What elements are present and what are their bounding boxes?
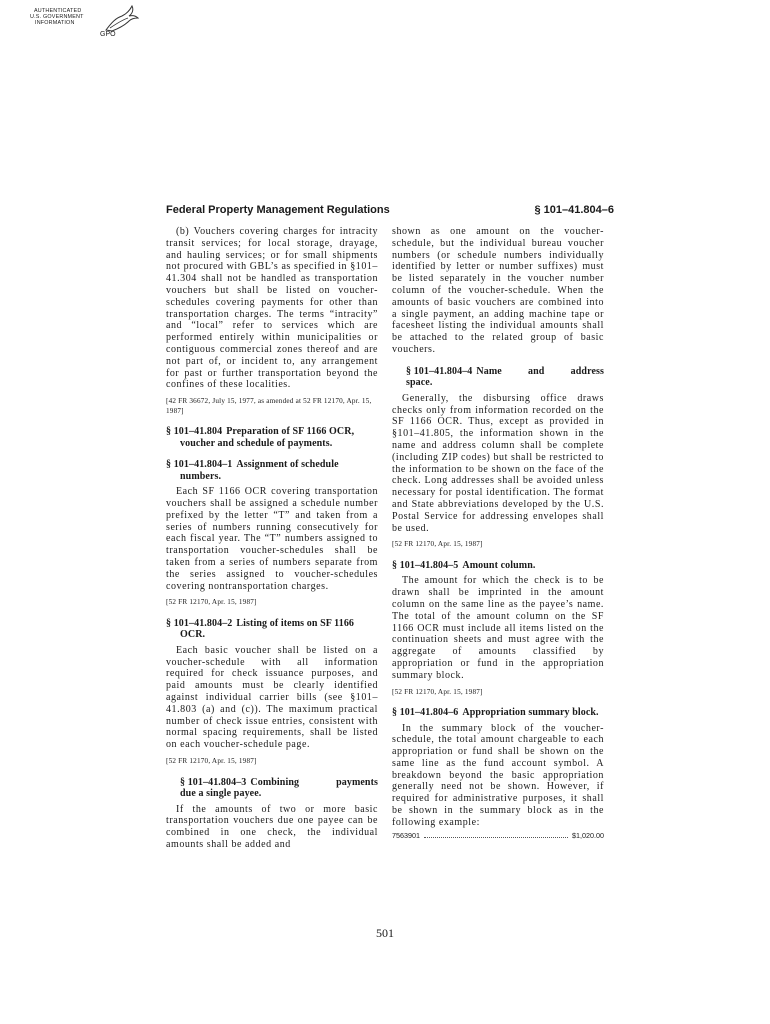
section-title: Preparation of SF 1166 OCR, voucher and schedule of payments. xyxy=(180,426,355,449)
section-804-5-text: The amount for which the check is to be drawn shall be imprinted in the amount column on the same line as the payee’s name. The total of the amount column on the SF 1166 OCR must include all items listed on the continuation sheets and must agree with the aggregate of amounts classified by appropriation or fund in the appropriation summary block. xyxy=(392,575,604,681)
section-heading-804-4 xyxy=(392,366,604,389)
logo-line-government: U.S. GOVERNMENT xyxy=(30,14,84,20)
section-heading-804-3 xyxy=(166,777,378,800)
section-heading-804-5 xyxy=(392,560,604,572)
page-number: 501 xyxy=(376,926,394,940)
intro-paragraph: (b) Vouchers covering charges for intracity transit services; for local storage, drayage, and hauling services; or for small shipments not procured with GBL’s as specified in §101–41.304 shall not be handled as transportation vouchers but shall be listed on voucher-schedules covering payments for other than transportation charges. The terms “intracity” and “local” refer to services which are performed entirely within municipalities or contiguous commercial zones thereof and are not part of, or incident to, any arrangement for past or further transportation beyond the confines of these localities. xyxy=(166,226,378,391)
section-number: § 101–41.804–5 xyxy=(392,559,459,571)
section-heading-804 xyxy=(166,426,378,449)
gpo-authentication-logo xyxy=(30,4,142,48)
section-804-4-text: Generally, the disbursing office draws checks only from information recorded on the SF 1166 OCR. Thus, except as provided in §101–41.805, the information shown in the name and address column shall be complete (including ZIP codes) but shall be restricted to the information to be shown on the face of the check. Long addresses shall be avoided unless necessary for postal identification. The format and State abbreviations developed by the U.S. Postal Service for addressing envelopes shall be used. xyxy=(392,392,604,534)
section-title-part: due a single payee. xyxy=(180,788,262,799)
logo-line-information: INFORMATION xyxy=(35,20,75,26)
logo-gpo-text: GPO xyxy=(100,31,116,38)
section-heading-804-1 xyxy=(166,459,378,482)
header-title: Federal Property Management Regulations xyxy=(166,204,390,216)
section-heading-804-2 xyxy=(166,618,378,641)
section-804-4-source: [52 FR 12170, Apr. 15, 1987] xyxy=(392,540,483,549)
fund-account-symbol: 7563901 xyxy=(392,830,420,840)
section-title-part: and xyxy=(528,365,545,377)
logo-line-authenticated: AUTHENTICATED xyxy=(34,8,82,14)
section-804-6-text: In the summary block of the voucher-schedule, the total amount chargeable to each appropriation or fund shall be shown on the same line as the fund account symbol. A breakdown beyond the basic appropriation generally need not be shown. However, if required for administrative purposes, it shall be shown in the summary block as in the following example: xyxy=(392,722,604,828)
section-title-part: Name xyxy=(476,365,502,377)
section-number: § 101–41.804–6 xyxy=(392,707,459,718)
section-804-1-source: [52 FR 12170, Apr. 15, 1987] xyxy=(166,598,257,607)
section-title-part: space. xyxy=(406,377,433,389)
right-column xyxy=(392,226,604,840)
section-number: § 101–41.804–2 xyxy=(166,617,233,629)
left-column xyxy=(166,226,378,851)
section-title: Assignment of schedule numbers. xyxy=(180,459,339,482)
dot-leader xyxy=(424,831,568,838)
appropriation-example-row xyxy=(392,831,604,840)
intro-source-note: [42 FR 36672, July 15, 1977, as amended at 52 FR 12170, Apr. 15, 1987] xyxy=(166,397,372,415)
section-number: § 101–41.804 xyxy=(166,426,223,438)
section-title-part: address xyxy=(570,365,604,377)
section-title: Listing of items on SF 1166 OCR. xyxy=(180,617,355,641)
section-804-3-text: If the amounts of two or more basic transportation vouchers due one payee can be combined in one check, the individual amounts shall be added and xyxy=(166,803,378,850)
continuation-paragraph: shown as one amount on the voucher-schedule, but the individual bureau voucher numbers (or schedule numbers individually identified by letter or number suffixes) must be listed separately in the voucher number column of the voucher-schedule. When the amounts of basic vouchers are combined into a single payment, an adding machine tape or facesheet listing the individual amounts shall be attached to the related group of basic vouchers. xyxy=(392,226,604,355)
section-title-part: payments xyxy=(336,776,378,788)
section-number: § 101–41.804–4 xyxy=(406,365,473,377)
section-number: § 101–41.804–3 xyxy=(180,776,247,788)
section-title: Amount column. xyxy=(462,559,536,571)
running-header xyxy=(166,204,616,220)
section-804-2-source: [52 FR 12170, Apr. 15, 1987] xyxy=(166,757,257,765)
section-title-part: Combining xyxy=(250,776,300,788)
section-heading-804-6 xyxy=(392,707,604,719)
section-number: § 101–41.804–1 xyxy=(166,459,233,471)
eagle-icon xyxy=(102,4,140,34)
section-804-5-source: [52 FR 12170, Apr. 15, 1987] xyxy=(392,687,483,696)
section-title: Appropriation summary block. xyxy=(462,707,599,718)
section-804-2-text: Each basic voucher shall be listed on a voucher-schedule with all information required for check issuance purposes, and paid amounts must be clearly identified against individual carrier bills (see §101–41.803 (a) and (c)). The maximum practical number of check issue entries, consistent with normal spacing requirements, shall be listed on each voucher-schedule page. xyxy=(166,644,378,751)
example-amount: $1,020.00 xyxy=(572,830,604,840)
header-section-number: § 101–41.804–6 xyxy=(534,204,614,216)
section-804-1-text: Each SF 1166 OCR covering transportation vouchers shall be assigned a schedule number prefixed by the letter “T” and taken from a series of numbers running consecutively for each fiscal year. The “T” numbers assigned to transportation voucher-schedules shall be taken from a series of numbers separate from the series assigned to voucher-schedules covering nontransportation charges. xyxy=(166,486,378,592)
